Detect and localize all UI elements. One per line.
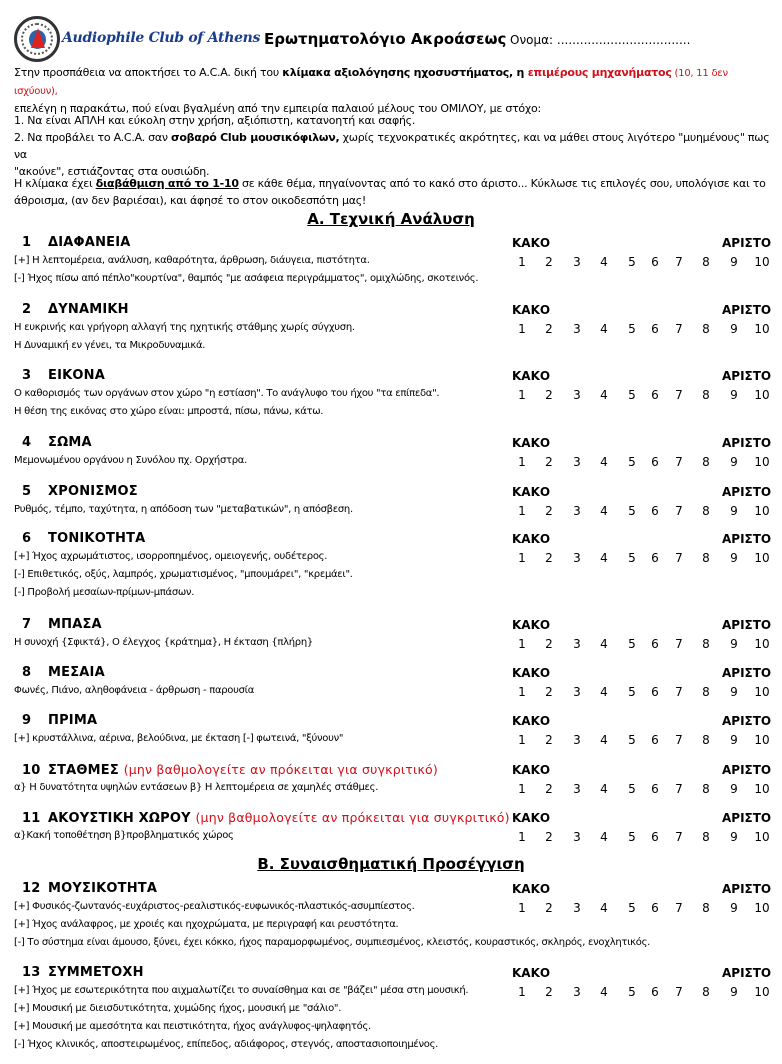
- scale-high-label: ΑΡΙΣΤΟ: [722, 532, 772, 546]
- criterion-title: [22, 881, 157, 896]
- scale-high-label: ΑΡΙΣΤΟ: [722, 714, 772, 728]
- rating-option-9[interactable]: 9: [730, 985, 738, 999]
- criterion-number: 12: [22, 881, 41, 896]
- rating-option-3[interactable]: 3: [573, 388, 581, 402]
- goal-1: 1. Να είναι ΑΠΛΗ και εύκολη στην χρήση, αξιόπιστη, κατανοητή και σαφής.: [14, 114, 416, 127]
- rating-option-6[interactable]: 6: [651, 504, 659, 518]
- criterion-description: [+] Ήχος αχρωμάτιστος, ισορροπημένος, ομειογενής, ουδέτερος.: [14, 551, 328, 562]
- rating-option-8[interactable]: 8: [702, 504, 710, 518]
- rating-option-2[interactable]: 2: [545, 504, 553, 518]
- scale-low-label: ΚΑΚΟ: [512, 714, 551, 728]
- rating-option-2[interactable]: 2: [545, 985, 553, 999]
- criterion-title: [22, 531, 145, 546]
- rating-option-10[interactable]: 10: [754, 830, 770, 844]
- scale-low-label: ΚΑΚΟ: [512, 436, 551, 450]
- rating-option-3[interactable]: 3: [573, 782, 581, 796]
- rating-option-10[interactable]: 10: [754, 551, 770, 565]
- criterion-name: ΣΩΜΑ: [48, 435, 92, 450]
- rating-option-6[interactable]: 6: [651, 637, 659, 651]
- criterion-number: 9: [22, 713, 32, 728]
- section-title-emotional: Β. Συναισθηματική Προσέγγιση: [257, 855, 525, 873]
- rating-option-5[interactable]: 5: [628, 733, 636, 747]
- criterion-name: ΜΟΥΣΙΚΟΤΗΤΑ: [48, 881, 158, 896]
- rating-option-4[interactable]: 4: [600, 733, 608, 747]
- scale-high-label: ΑΡΙΣΤΟ: [722, 303, 772, 317]
- rating-option-3[interactable]: 3: [573, 637, 581, 651]
- criterion-name: ΕΙΚΟΝΑ: [48, 368, 105, 383]
- scale-high-label: ΑΡΙΣΤΟ: [722, 436, 772, 450]
- rating-option-7[interactable]: 7: [675, 685, 683, 699]
- rating-option-5[interactable]: 5: [628, 551, 636, 565]
- criterion-description: [+] Ήχος ανάλαφρος, με χροιές και ηχοχρώματα, με περιγραφή και ρευστότητα.: [14, 919, 399, 930]
- rating-option-2[interactable]: 2: [545, 901, 553, 915]
- criterion-description: Η Δυναμική εν γένει, τα Μικροδυναμικά.: [14, 340, 206, 351]
- rating-option-1[interactable]: 1: [518, 504, 526, 518]
- rating-option-6[interactable]: 6: [651, 255, 659, 269]
- criterion-number: 6: [22, 531, 32, 546]
- rating-option-3[interactable]: 3: [573, 455, 581, 469]
- rating-option-6[interactable]: 6: [651, 782, 659, 796]
- scale-range-text: διαβάθμιση από το 1-10: [95, 177, 239, 190]
- rating-option-5[interactable]: 5: [628, 782, 636, 796]
- criterion-number: 13: [22, 965, 41, 980]
- intro-paragraph-3: [14, 175, 774, 209]
- scale-low-label: ΚΑΚΟ: [512, 966, 551, 980]
- criterion-number: 5: [22, 484, 32, 499]
- criterion-description: Η θέση της εικόνας στο χώρο είναι: μπροστά, πίσω, πάνω, κάτω.: [14, 406, 324, 417]
- rating-option-6[interactable]: 6: [651, 733, 659, 747]
- criterion-title: [22, 810, 510, 826]
- rating-option-7[interactable]: 7: [675, 985, 683, 999]
- rating-option-8[interactable]: 8: [702, 830, 710, 844]
- rating-option-10[interactable]: 10: [754, 322, 770, 336]
- criterion-description: Η συνοχή {Σφικτά}, Ο έλεγχος {κράτημα}, Η έκταση {πλήρη}: [14, 637, 313, 648]
- rating-option-2[interactable]: 2: [545, 685, 553, 699]
- rating-option-8[interactable]: 8: [702, 388, 710, 402]
- intro-text: άθροισμα, (αν δεν βαριέσαι), και άφησέ το στον οικοδεσπότη μας!: [14, 194, 367, 207]
- criterion-description: Φωνές, Πιάνο, αληθοφάνεια - άρθρωση - παρουσία: [14, 685, 255, 696]
- scale-high-label: ΑΡΙΣΤΟ: [722, 763, 772, 777]
- rating-option-9[interactable]: 9: [730, 685, 738, 699]
- rating-option-5[interactable]: 5: [628, 985, 636, 999]
- rating-option-8[interactable]: 8: [702, 255, 710, 269]
- rating-option-3[interactable]: 3: [573, 901, 581, 915]
- rating-option-9[interactable]: 9: [730, 830, 738, 844]
- criterion-description: [+] Η λεπτομέρεια, ανάλυση, καθαρότητα, άρθρωση, διάυγεια, πιστότητα.: [14, 255, 370, 266]
- rating-option-1[interactable]: 1: [518, 985, 526, 999]
- rating-option-4[interactable]: 4: [600, 782, 608, 796]
- rating-option-4[interactable]: 4: [600, 985, 608, 999]
- rating-option-1[interactable]: 1: [518, 830, 526, 844]
- rating-option-1[interactable]: 1: [518, 255, 526, 269]
- criterion-title: [22, 617, 102, 632]
- rating-option-9[interactable]: 9: [730, 637, 738, 651]
- rating-option-1[interactable]: 1: [518, 782, 526, 796]
- rating-option-3[interactable]: 3: [573, 985, 581, 999]
- rating-option-3[interactable]: 3: [573, 551, 581, 565]
- criterion-description: Ο καθορισμός των οργάνων στον χώρο "η εστίαση". Το ανάγλυφο του ήχου "τα επίπεδα".: [14, 388, 440, 399]
- rating-option-1[interactable]: 1: [518, 322, 526, 336]
- criterion-name: ΣΥΜΜΕΤΟΧΗ: [48, 965, 144, 980]
- criterion-title: [22, 484, 138, 499]
- criterion-number: 3: [22, 368, 32, 383]
- rating-option-10[interactable]: 10: [754, 388, 770, 402]
- rating-option-4[interactable]: 4: [600, 637, 608, 651]
- rating-option-7[interactable]: 7: [675, 322, 683, 336]
- rating-option-5[interactable]: 5: [628, 685, 636, 699]
- criterion-description: [+] Φυσικός-ζωντανός-ευχάριστος-ρεαλιστικός-ευφωνικός-πλαστικός-ασυμπίεστος.: [14, 901, 415, 912]
- rating-option-2[interactable]: 2: [545, 637, 553, 651]
- rating-option-9[interactable]: 9: [730, 504, 738, 518]
- rating-option-10[interactable]: 10: [754, 685, 770, 699]
- rating-option-4[interactable]: 4: [600, 255, 608, 269]
- criterion-title: [22, 235, 131, 250]
- criterion-number: 1: [22, 235, 32, 250]
- rating-option-10[interactable]: 10: [754, 637, 770, 651]
- rating-option-5[interactable]: 5: [628, 637, 636, 651]
- criterion-note: (μην βαθμολογείτε αν πρόκειται για συγκριτικό): [123, 762, 438, 777]
- rating-option-10[interactable]: 10: [754, 733, 770, 747]
- rating-option-2[interactable]: 2: [545, 322, 553, 336]
- criterion-description: Μεμονωμένου οργάνου η Συνόλου πχ. Ορχήστρα.: [14, 455, 247, 466]
- criterion-description: Ρυθμός, τέμπο, ταχύτητα, η απόδοση των "μεταβατικών", η απόσβεση.: [14, 504, 353, 515]
- criterion-name: ΤΟΝΙΚΟΤΗΤΑ: [48, 531, 146, 546]
- scale-low-label: ΚΑΚΟ: [512, 811, 551, 825]
- intro-text: επελέγη η παρακάτω, πού είναι βγαλμένη από την εμπειρία παλαιού μέλους του ΟΜΙΛΟΥ, με στόχο:: [14, 102, 541, 115]
- rating-option-8[interactable]: 8: [702, 733, 710, 747]
- rating-option-6[interactable]: 6: [651, 551, 659, 565]
- scale-low-label: ΚΑΚΟ: [512, 532, 551, 546]
- criterion-title: [22, 435, 92, 450]
- rating-option-4[interactable]: 4: [600, 830, 608, 844]
- rating-option-2[interactable]: 2: [545, 551, 553, 565]
- rating-option-5[interactable]: 5: [628, 901, 636, 915]
- rating-option-4[interactable]: 4: [600, 388, 608, 402]
- rating-option-5[interactable]: 5: [628, 255, 636, 269]
- scale-low-label: ΚΑΚΟ: [512, 666, 551, 680]
- criterion-title: [22, 965, 144, 980]
- goal-2-text: χωρίς τεχνοκρατικές ακρότητες, και να μάθει στους λιγότερο "μυημένους" πως να: [14, 131, 770, 161]
- rating-option-7[interactable]: 7: [675, 637, 683, 651]
- rating-option-1[interactable]: 1: [518, 388, 526, 402]
- scale-high-label: ΑΡΙΣΤΟ: [722, 236, 772, 250]
- rating-option-3[interactable]: 3: [573, 504, 581, 518]
- rating-option-9[interactable]: 9: [730, 901, 738, 915]
- criterion-description: [-] Το σύστημα είναι άμουσο, ξύνει, έχει κόκκο, ήχος παραμορφωμένος, συμπιεσμένος, κλειστός, κουραστικός, σκληρός, ενοχλητικός.: [14, 937, 651, 948]
- rating-option-6[interactable]: 6: [651, 901, 659, 915]
- rating-option-1[interactable]: 1: [518, 637, 526, 651]
- intro-text: Στην προσπάθεια να αποκτήσει το Α.C.A. δική του: [14, 66, 283, 79]
- logo-letter-a-icon: [31, 28, 45, 48]
- name-field[interactable]: Ονομα: ...................................: [510, 33, 691, 47]
- rating-option-8[interactable]: 8: [702, 637, 710, 651]
- document-title: Ερωτηματολόγιο Ακροάσεως: [264, 30, 507, 48]
- rating-option-7[interactable]: 7: [675, 551, 683, 565]
- rating-option-7[interactable]: 7: [675, 388, 683, 402]
- rating-option-10[interactable]: 10: [754, 985, 770, 999]
- rating-option-5[interactable]: 5: [628, 504, 636, 518]
- scale-low-label: ΚΑΚΟ: [512, 236, 551, 250]
- rating-option-9[interactable]: 9: [730, 255, 738, 269]
- criterion-description: [+] Μουσική με αμεσότητα και πειστικότητα, ήχος ανάγλυφος-ψηλαφητός.: [14, 1021, 371, 1032]
- rating-option-8[interactable]: 8: [702, 901, 710, 915]
- criterion-title: [22, 665, 105, 680]
- criterion-title: [22, 302, 129, 317]
- criterion-description: [+] Μουσική με διεισδυτικότητα, χυμώδης ήχος, μουσική με "σάλιο".: [14, 1003, 342, 1014]
- rating-option-7[interactable]: 7: [675, 830, 683, 844]
- rating-option-3[interactable]: 3: [573, 685, 581, 699]
- intro-text: Η κλίμακα έχει: [14, 177, 96, 190]
- rating-option-8[interactable]: 8: [702, 685, 710, 699]
- club-logo-icon: [14, 16, 60, 62]
- criterion-name: ΧΡΟΝΙΣΜΟΣ: [48, 484, 138, 499]
- rating-option-4[interactable]: 4: [600, 685, 608, 699]
- scale-low-label: ΚΑΚΟ: [512, 303, 551, 317]
- criterion-name: ΠΡΙΜΑ: [48, 713, 98, 728]
- criterion-name: ΑΚΟΥΣΤΙΚΗ ΧΩΡΟΥ: [48, 811, 191, 826]
- rating-option-1[interactable]: 1: [518, 733, 526, 747]
- rating-option-2[interactable]: 2: [545, 733, 553, 747]
- criterion-title: [22, 762, 438, 778]
- criterion-note: (μην βαθμολογείτε αν πρόκειται για συγκριτικό): [195, 810, 510, 825]
- goal-2-text: "ακούνε", εστιάζοντας στα ουσιώδη.: [14, 165, 210, 178]
- rating-option-7[interactable]: 7: [675, 733, 683, 747]
- criterion-number: 2: [22, 302, 32, 317]
- rating-option-6[interactable]: 6: [651, 455, 659, 469]
- rating-option-10[interactable]: 10: [754, 255, 770, 269]
- intro-bold-text: κλίμακα αξιολόγησης ηχοσυστήματος, η: [282, 66, 528, 79]
- intro-red-text: επιμέρους μηχανήματος: [527, 66, 672, 79]
- criterion-description: α}Κακή τοποθέτηση β}προβληματικός χώρος: [14, 830, 234, 841]
- criterion-number: 8: [22, 665, 32, 680]
- intro-text: σε κάθε θέμα, πηγαίνοντας από το κακό στο άριστο... Κύκλωσε τις επιλογές σου, υπολόγισε και το: [238, 177, 766, 190]
- intro-red-note: (10, 11 δεν ισχύουν),: [14, 68, 728, 97]
- scale-high-label: ΑΡΙΣΤΟ: [722, 882, 772, 896]
- rating-option-4[interactable]: 4: [600, 455, 608, 469]
- rating-option-3[interactable]: 3: [573, 255, 581, 269]
- criterion-name: ΜΠΑΣΑ: [48, 617, 102, 632]
- criterion-description: α} Η δυνατότητα υψηλών εντάσεων β} Η λεπτομέρεια σε χαμηλές στάθμες.: [14, 782, 379, 793]
- criterion-name: ΔΥΝΑΜΙΚΗ: [48, 302, 129, 317]
- criterion-number: 10: [22, 763, 41, 778]
- rating-option-2[interactable]: 2: [545, 782, 553, 796]
- rating-option-8[interactable]: 8: [702, 455, 710, 469]
- rating-option-9[interactable]: 9: [730, 322, 738, 336]
- scale-high-label: ΑΡΙΣΤΟ: [722, 666, 772, 680]
- rating-option-5[interactable]: 5: [628, 322, 636, 336]
- rating-option-6[interactable]: 6: [651, 388, 659, 402]
- scale-low-label: ΚΑΚΟ: [512, 763, 551, 777]
- rating-option-2[interactable]: 2: [545, 388, 553, 402]
- scale-high-label: ΑΡΙΣΤΟ: [722, 485, 772, 499]
- rating-option-2[interactable]: 2: [545, 830, 553, 844]
- rating-option-2[interactable]: 2: [545, 255, 553, 269]
- rating-option-7[interactable]: 7: [675, 782, 683, 796]
- rating-option-1[interactable]: 1: [518, 685, 526, 699]
- criterion-name: ΣΤΑΘΜΕΣ: [48, 763, 119, 778]
- rating-option-10[interactable]: 10: [754, 782, 770, 796]
- rating-option-3[interactable]: 3: [573, 322, 581, 336]
- rating-option-1[interactable]: 1: [518, 455, 526, 469]
- scale-high-label: ΑΡΙΣΤΟ: [722, 618, 772, 632]
- scale-high-label: ΑΡΙΣΤΟ: [722, 369, 772, 383]
- criterion-number: 4: [22, 435, 32, 450]
- rating-option-8[interactable]: 8: [702, 551, 710, 565]
- rating-option-1[interactable]: 1: [518, 551, 526, 565]
- criterion-description: [-] Προβολή μεσαίων-πρίμων-μπάσων.: [14, 587, 195, 598]
- rating-option-9[interactable]: 9: [730, 388, 738, 402]
- rating-option-10[interactable]: 10: [754, 901, 770, 915]
- club-name: Audiophile Club of Athens: [62, 30, 261, 46]
- scale-low-label: ΚΑΚΟ: [512, 618, 551, 632]
- criterion-name: ΜΕΣΑΙΑ: [48, 665, 105, 680]
- rating-option-8[interactable]: 8: [702, 985, 710, 999]
- rating-option-8[interactable]: 8: [702, 322, 710, 336]
- criterion-description: [+] κρυστάλλινα, αέρινα, βελούδινα, με έκταση [-] φωτεινά, "ξύνουν": [14, 733, 344, 744]
- rating-option-7[interactable]: 7: [675, 504, 683, 518]
- scale-low-label: ΚΑΚΟ: [512, 485, 551, 499]
- rating-option-6[interactable]: 6: [651, 985, 659, 999]
- rating-option-1[interactable]: 1: [518, 901, 526, 915]
- rating-option-10[interactable]: 10: [754, 455, 770, 469]
- criterion-description: [-] Ήχος πίσω από πέπλο"κουρτίνα", θαμπός "με ασάφεια περιγράμματος", ομιχλώδης, σκοτεινός.: [14, 273, 479, 284]
- rating-option-9[interactable]: 9: [730, 455, 738, 469]
- criterion-description: [+] Ήχος με εσωτερικότητα που αιχμαλωτίζει το συναίσθημα και σε "βάζει" μέσα στη μουσική.: [14, 985, 469, 996]
- rating-option-9[interactable]: 9: [730, 551, 738, 565]
- criterion-title: [22, 713, 97, 728]
- criterion-name: ΔΙΑΦΑΝΕΙΑ: [48, 235, 131, 250]
- intro-goals: [14, 112, 774, 180]
- criterion-number: 11: [22, 811, 41, 826]
- rating-option-5[interactable]: 5: [628, 388, 636, 402]
- scale-low-label: ΚΑΚΟ: [512, 882, 551, 896]
- rating-option-9[interactable]: 9: [730, 782, 738, 796]
- rating-option-4[interactable]: 4: [600, 901, 608, 915]
- rating-option-5[interactable]: 5: [628, 830, 636, 844]
- scale-low-label: ΚΑΚΟ: [512, 369, 551, 383]
- scale-high-label: ΑΡΙΣΤΟ: [722, 811, 772, 825]
- criterion-description: [-] Επιθετικός, οξύς, λαμπρός, χρωματισμένος, "μπουμάρει", "κρεμάει".: [14, 569, 353, 580]
- rating-option-8[interactable]: 8: [702, 782, 710, 796]
- rating-option-7[interactable]: 7: [675, 455, 683, 469]
- rating-option-4[interactable]: 4: [600, 504, 608, 518]
- rating-option-10[interactable]: 10: [754, 504, 770, 518]
- criterion-description: Η ευκρινής και γρήγορη αλλαγή της ηχητικής στάθμης χωρίς σύγχυση.: [14, 322, 355, 333]
- criterion-description: [-] Ήχος κλινικός, αποστειρωμένος, επίπεδος, αδιάφορος, στεγνός, αποστασιοποιημένος.: [14, 1039, 439, 1050]
- rating-option-4[interactable]: 4: [600, 551, 608, 565]
- rating-option-3[interactable]: 3: [573, 733, 581, 747]
- rating-option-4[interactable]: 4: [600, 322, 608, 336]
- rating-option-7[interactable]: 7: [675, 255, 683, 269]
- rating-option-9[interactable]: 9: [730, 733, 738, 747]
- page-header: [0, 0, 782, 60]
- rating-option-6[interactable]: 6: [651, 685, 659, 699]
- section-title-technical: Α. Τεχνική Ανάλυση: [307, 210, 475, 228]
- rating-option-6[interactable]: 6: [651, 830, 659, 844]
- goal-2-bold: σοβαρό Club μουσικόφιλων,: [171, 131, 340, 144]
- criterion-title: [22, 368, 105, 383]
- rating-option-2[interactable]: 2: [545, 455, 553, 469]
- scale-high-label: ΑΡΙΣΤΟ: [722, 966, 772, 980]
- rating-option-6[interactable]: 6: [651, 322, 659, 336]
- rating-option-7[interactable]: 7: [675, 901, 683, 915]
- intro-paragraph-1: [14, 64, 774, 117]
- criterion-number: 7: [22, 617, 32, 632]
- rating-option-3[interactable]: 3: [573, 830, 581, 844]
- goal-2-text: 2. Να προβάλει το A.C.A. σαν: [14, 131, 172, 144]
- rating-option-5[interactable]: 5: [628, 455, 636, 469]
